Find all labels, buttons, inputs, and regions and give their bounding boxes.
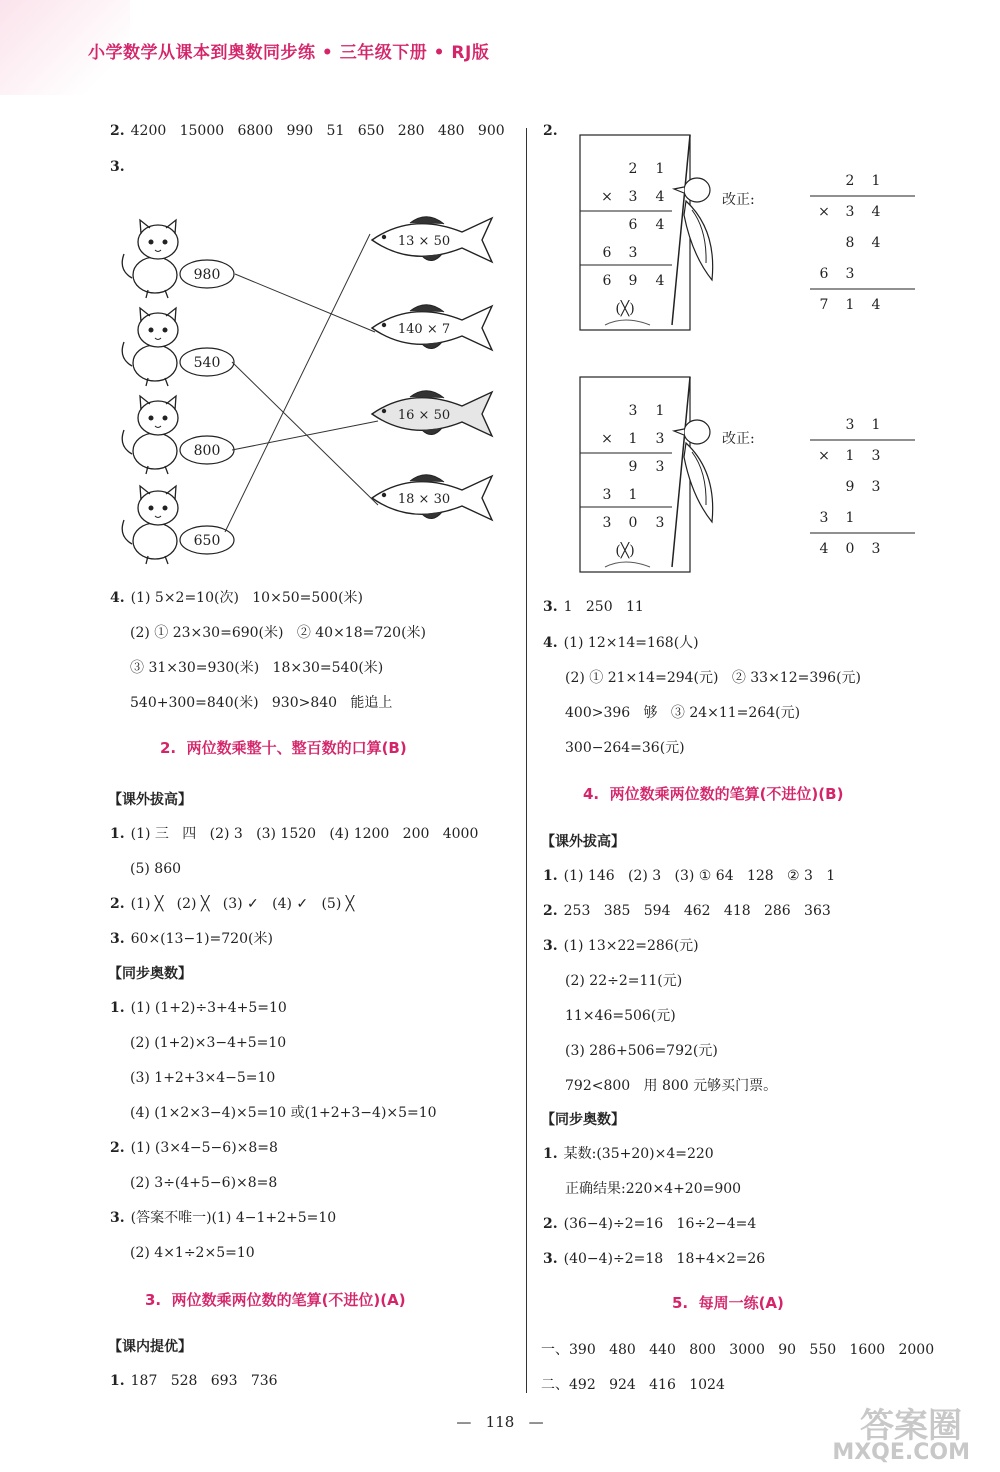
calc-digit: 3 (655, 431, 665, 447)
cat-fish-matching-figure (110, 210, 510, 570)
cat-head (138, 491, 178, 525)
answer-line (543, 936, 699, 956)
match-line (232, 421, 378, 450)
q-number: 3. (110, 159, 125, 175)
answer-line (565, 1179, 741, 1199)
match-line (232, 362, 378, 505)
answer-text: (1) 13×22=286(元) (563, 938, 699, 954)
cat-eye (149, 416, 154, 421)
left-q4-line3: ③ 31×30=930(米) 18×30=540(米) (130, 660, 384, 676)
cat-body (133, 257, 177, 293)
answer-line (110, 929, 273, 949)
left-q3 (110, 157, 131, 177)
calc-digit: 1 (628, 431, 638, 447)
bird-head (684, 178, 710, 202)
cat-head (138, 401, 178, 435)
calc-digit: 1 (845, 510, 855, 526)
bubble-number: 540 (193, 355, 221, 371)
calc-digit: 3 (871, 479, 881, 495)
section-title-3: 3. 两位数乘两位数的笔算(不进位)(A) (145, 1291, 406, 1309)
answer-text: (2) 4×1÷2×5=10 (130, 1245, 255, 1261)
calc-digit: 0 (845, 541, 855, 557)
answer-text: (3) 1+2+3×4−5=10 (130, 1070, 276, 1086)
q-number: 2. (110, 1140, 125, 1156)
fish-eye (382, 493, 386, 497)
bubble-number: 980 (193, 267, 221, 283)
cat-with-bubble (122, 308, 234, 386)
wrong-calculation-box (580, 377, 713, 572)
calc-digit: 1 (871, 173, 881, 189)
q-number: 4. (110, 590, 125, 606)
cat-body (133, 433, 177, 469)
cat-tail (122, 254, 132, 278)
bird-head (684, 420, 710, 444)
calc-digit: 8 (845, 235, 855, 251)
calc-digit: 9 (628, 273, 638, 289)
fish-with-expression (372, 475, 492, 520)
watermark-logo: 答案圈 (860, 1406, 962, 1446)
answer-line (110, 824, 478, 844)
calc-digit: × (818, 204, 830, 220)
left-q4-line2: (2) ① 23×30=690(米) ② 40×18=720(米) (130, 625, 427, 641)
q-number: 1. (110, 1373, 125, 1389)
page-number: — 118 — (456, 1413, 544, 1431)
q-number: 3. (110, 1210, 125, 1226)
answer-line (565, 1006, 676, 1026)
answer-text: (1) 三 四 (2) 3 (3) 1520 (4) 1200 200 4000 (130, 826, 479, 842)
wrong-calculation-box (580, 135, 713, 330)
weekly-line-1 (541, 1340, 934, 1360)
answer-text: (3) 286+506=792(元) (565, 1043, 718, 1059)
calc-digit: 3 (628, 189, 638, 205)
right-q4-line3: 400>396 够 ③ 24×11=264(元) (565, 705, 801, 721)
calc-digit: 3 (871, 541, 881, 557)
answer-text: (36−4)÷2=16 16÷2−4=4 (563, 1216, 757, 1232)
section-title-4: 4. 两位数乘两位数的笔算(不进位)(B) (583, 785, 844, 803)
fish-expression: 16 × 50 (397, 408, 451, 423)
answer-line (130, 1103, 437, 1123)
bubble-number: 650 (193, 533, 221, 549)
fish-illustrations (372, 217, 492, 520)
q-number: 3. (543, 1251, 558, 1267)
answer-text: 1 250 11 (563, 599, 644, 615)
answer-text: (5) 860 (130, 861, 182, 877)
wrong-mark: (╳) (615, 301, 635, 317)
cat-eye (149, 240, 154, 245)
calc-digit: 3 (655, 459, 665, 475)
q-number: 二、 (541, 1377, 569, 1393)
calc-digit: × (818, 448, 830, 464)
calc-digit: 4 (655, 217, 665, 233)
q-number: 2. (543, 1216, 558, 1232)
corrected-calculation (810, 417, 915, 557)
tag-kenei: 【课内提优】 (108, 1339, 192, 1355)
answer-line (543, 1249, 765, 1269)
calc-digit: 2 (628, 161, 638, 177)
wrong-mark: (╳) (615, 543, 635, 559)
answer-text: (1) ╳ (2) ╳ (3) ✓ (4) ✓ (5) ╳ (130, 896, 355, 912)
answer-text: (2) (1+2)×3−4+5=10 (130, 1035, 287, 1051)
calc-digit: 0 (628, 515, 638, 531)
answer-text: 60×(13−1)=720(米) (130, 931, 273, 947)
cat-tail (122, 430, 132, 454)
answer-line (130, 1243, 255, 1263)
calc-digit: 4 (871, 204, 881, 220)
vertical-multiplications (580, 135, 915, 572)
q-number: 1. (110, 826, 125, 842)
q-number: 2. (543, 903, 558, 919)
tag-tongbu: 【同步奥数】 (108, 966, 192, 982)
fish-with-expression (372, 305, 492, 350)
correction-label: 改正: (722, 431, 755, 447)
fish-top-fin (410, 391, 444, 398)
tag-tongbu: 【同步奥数】 (541, 1112, 625, 1128)
calc-digit: 3 (628, 403, 638, 419)
calc-digit: 1 (655, 403, 665, 419)
answer-text: (1) 146 (2) 3 (3) ① 64 128 ② 3 1 (563, 868, 836, 884)
cat-body (133, 345, 177, 381)
answer-text: (1) 5×2=10(次) 10×50=500(米) (130, 590, 364, 606)
fish-eye (382, 235, 386, 239)
calc-digit: × (601, 431, 613, 447)
q-number: 2. (543, 123, 558, 139)
answer-line (130, 859, 181, 879)
answer-line (130, 1068, 275, 1088)
calc-digit: 3 (845, 204, 855, 220)
fish-with-expression (372, 391, 492, 436)
answer-text: 正确结果:220×4+20=900 (565, 1181, 742, 1197)
answer-line (110, 998, 287, 1018)
calc-digit: 2 (845, 173, 855, 189)
right-q2-number (543, 121, 564, 141)
cat-body (133, 523, 177, 559)
cat-illustrations (122, 220, 234, 564)
q-number: 1. (543, 868, 558, 884)
calc-digit: 4 (655, 189, 665, 205)
answer-line (543, 1214, 756, 1234)
q-number: 一、 (541, 1342, 569, 1358)
calc-digit: 3 (602, 487, 612, 503)
calc-digit: 9 (845, 479, 855, 495)
answer-text: 11×46=506(元) (565, 1008, 676, 1024)
fish-top-fin (410, 475, 444, 482)
calc-digit: 1 (845, 448, 855, 464)
fish-eye (382, 323, 386, 327)
cat-eye (163, 240, 168, 245)
fish-top-fin (410, 305, 444, 312)
cat-eye (163, 416, 168, 421)
section-title-2: 2. 两位数乘整十、整百数的口算(B) (160, 739, 407, 757)
answer-line (543, 866, 835, 886)
calc-digit: 3 (819, 510, 829, 526)
calc-digit: 1 (655, 161, 665, 177)
section-title-5: 5. 每周一练(A) (672, 1294, 784, 1312)
calc-digit: 1 (871, 417, 881, 433)
q-number: 4. (543, 635, 558, 651)
calc-digit: 6 (819, 266, 829, 282)
calc-digit: 4 (871, 297, 881, 313)
answer-text: (1) (1+2)÷3+4+5=10 (130, 1000, 287, 1016)
cat-eye (163, 506, 168, 511)
calc-digit: 4 (871, 235, 881, 251)
cat-tail (122, 342, 132, 366)
answer-line (110, 1138, 278, 1158)
fish-top-fin (410, 217, 444, 224)
left-q4-line4: 540+300=840(米) 930>840 能追上 (130, 695, 393, 711)
left-q4-line1 (110, 588, 363, 608)
calc-digit: 7 (819, 297, 829, 313)
correction-label: 改正: (722, 192, 755, 208)
q-number: 1. (543, 1146, 558, 1162)
calc-digit: 3 (655, 515, 665, 531)
answer-text: 792<800 用 800 元够买门票。 (565, 1078, 778, 1094)
calc-digit: 1 (845, 297, 855, 313)
tag-kewai: 【课外拔高】 (541, 834, 625, 850)
cat-eye (149, 328, 154, 333)
cat-tail (122, 520, 132, 544)
weekly-line-2 (541, 1375, 725, 1395)
answer-text: (40−4)÷2=18 18+4×2=26 (563, 1251, 766, 1267)
calc-digit: 3 (628, 245, 638, 261)
answer-text: 253 385 594 462 418 286 363 (563, 903, 831, 919)
calc-digit: × (601, 189, 613, 205)
answer-line (543, 901, 831, 921)
fish-eye (382, 409, 386, 413)
fish-expression: 13 × 50 (397, 234, 451, 249)
right-q4-line1 (543, 633, 699, 653)
calc-digit: 1 (628, 487, 638, 503)
multiplication-correction-figure (575, 125, 955, 580)
answer-text: (4) (1×2×3−4)×5=10 或(1+2+3−4)×5=10 (130, 1105, 437, 1121)
calc-digit: 4 (819, 541, 829, 557)
corrected-calculation (810, 173, 915, 313)
q-number: 2. (110, 896, 125, 912)
answer-line (543, 1144, 714, 1164)
tag-kewai: 【课外拔高】 (108, 792, 192, 808)
answer-text: 某数:(35+20)×4=220 (563, 1146, 714, 1162)
calc-digit: 3 (871, 448, 881, 464)
right-q3 (543, 597, 644, 617)
calc-digit: 6 (602, 245, 612, 261)
answer-text: (1) (3×4−5−6)×8=8 (130, 1140, 278, 1156)
right-q4-line4: 300−264=36(元) (565, 740, 685, 756)
answer-text: 492 924 416 1024 (569, 1377, 725, 1393)
q-number: 3. (543, 599, 558, 615)
answer-text: (1) 12×14=168(人) (563, 635, 699, 651)
right-q4-line2: (2) ① 21×14=294(元) ② 33×12=396(元) (565, 670, 862, 686)
calc-digit: 6 (628, 217, 638, 233)
q-number: 1. (110, 1000, 125, 1016)
answer-line (130, 1173, 277, 1193)
calc-digit: 3 (845, 417, 855, 433)
q-number: 3. (110, 931, 125, 947)
answer-text: (2) 3÷(4+5−6)×8=8 (130, 1175, 278, 1191)
column-divider (526, 128, 527, 1393)
cat-with-bubble (122, 220, 234, 298)
cat-with-bubble (122, 486, 234, 564)
cat-eye (163, 328, 168, 333)
answer-text: 4200 15000 6800 990 51 650 280 480 900 (130, 123, 505, 139)
match-line (235, 274, 375, 332)
calc-digit: 3 (602, 515, 612, 531)
answer-text: (2) 22÷2=11(元) (565, 973, 683, 989)
fish-with-expression (372, 217, 492, 262)
answer-line (565, 1076, 777, 1096)
cat-head (138, 313, 178, 347)
answer-text: 187 528 693 736 (130, 1373, 278, 1389)
q-number: 3. (543, 938, 558, 954)
answer-line (565, 971, 682, 991)
calc-digit: 3 (845, 266, 855, 282)
calc-digit: 4 (655, 273, 665, 289)
fish-expression: 140 × 7 (397, 322, 451, 337)
left-kenei-q1 (110, 1371, 278, 1391)
answer-text: 390 480 440 800 3000 90 550 1600 2000 (569, 1342, 935, 1358)
calc-digit: 6 (602, 273, 612, 289)
left-q2 (110, 121, 505, 141)
watermark-url: MXQE.COM (832, 1440, 970, 1465)
bubble-number: 800 (193, 443, 221, 459)
q-number: 2. (110, 123, 125, 139)
answer-line (565, 1041, 718, 1061)
fish-expression: 18 × 30 (397, 492, 451, 507)
cat-eye (149, 506, 154, 511)
page-header-title: 小学数学从课本到奥数同步练 • 三年级下册 • RJ版 (88, 43, 490, 63)
answer-text: (答案不唯一)(1) 4−1+2+5=10 (130, 1210, 337, 1226)
cat-with-bubble (122, 396, 234, 474)
answer-line (130, 1033, 286, 1053)
answer-line (110, 1208, 336, 1228)
cat-head (138, 225, 178, 259)
calc-digit: 9 (628, 459, 638, 475)
answer-line (110, 894, 354, 914)
